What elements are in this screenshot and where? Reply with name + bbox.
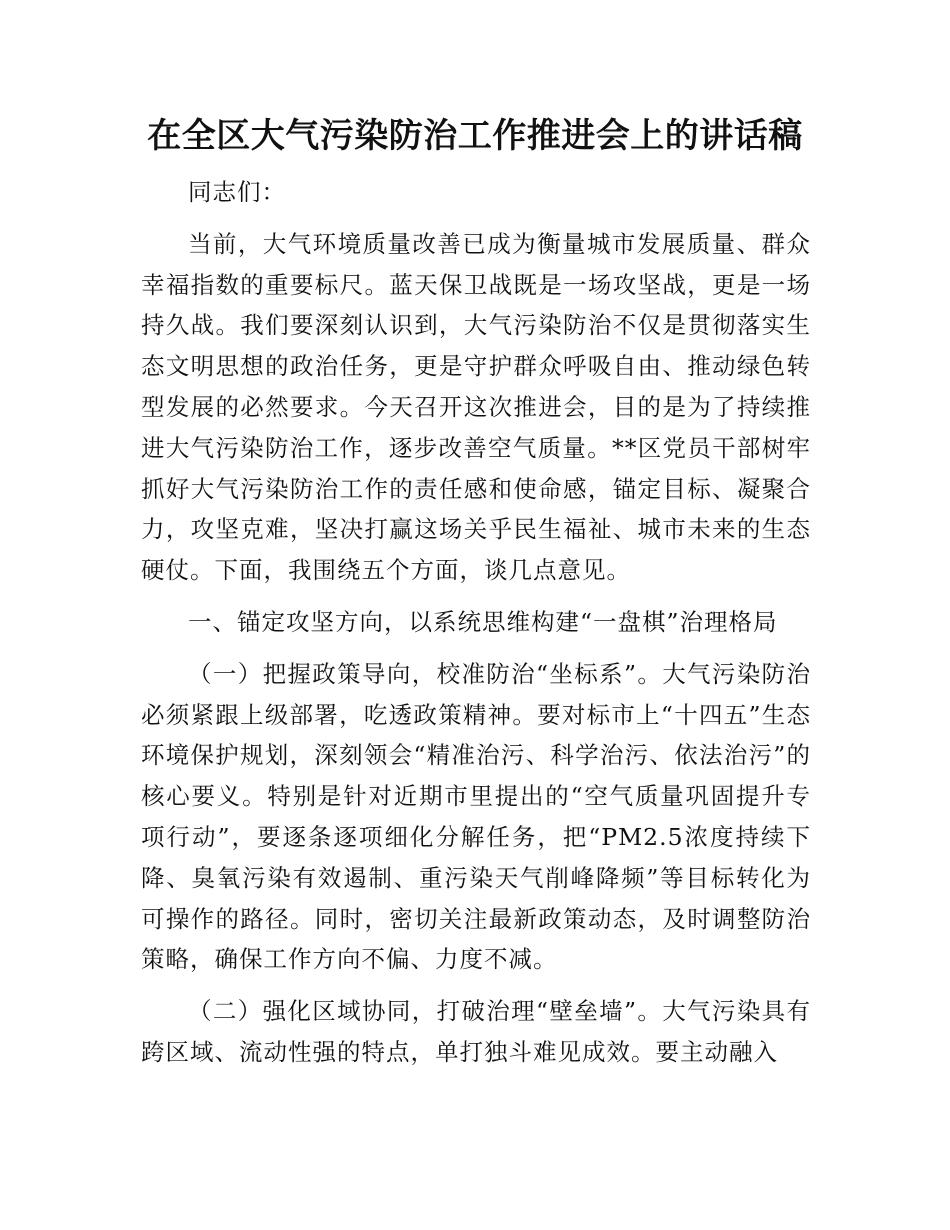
salutation: 同志们： — [188, 178, 286, 206]
document-body — [141, 172, 811, 1084]
document-title: 在全区大气污染防治工作推进会上的讲话稿 — [147, 116, 803, 156]
paragraph-policy-guidance: （一）把握政策导向，校准防治“坐标系”。大气污染防治必须紧跟上级部署，吃透政策精神。要对标市上“十四五”生态环境保护规划，深刻领会“精准治污、科学治污、依法治污”的核心要义。特别是针对近期市里提出的“空气质量巩固提升专项行动”，要逐条逐项细化分解任务，把“PM2.5浓度持续下降、臭氧污染有效遏制、重污染天气削峰降频”等目标转化为可操作的路径。同时，密切关注最新政策动态，及时调整防治策略，确保工作方向不偏、力度不减。 — [141, 659, 811, 974]
section-heading-1: 一、锚定攻坚方向，以系统思维构建“一盘棋”治理格局 — [188, 607, 778, 636]
paragraph-intro: 当前，大气环境质量改善已成为衡量城市发展质量、群众幸福指数的重要标尺。蓝天保卫战既是一场攻坚战，更是一场持久战。我们要深刻认识到，大气污染防治不仅是贯彻落实生态文明思想的政治任务，更是守护群众呼吸自由、推动绿色转型发展的必然要求。今天召开这次推进会，目的是为了持续推进大气污染防治工作，逐步改善空气质量。**区党员干部树牢抓好大气污染防治工作的责任感和使命感，锚定目标、凝聚合力，攻坚克难，坚决打赢这场关乎民生福祉、城市未来的生态硬仗。下面，我围绕五个方面，谈几点意见。 — [141, 229, 811, 585]
paragraph-regional-coordination: （二）强化区域协同，打破治理“壁垒墙”。大气污染具有跨区域、流动性强的特点，单打独斗难见成效。要主动融入 — [141, 997, 811, 1066]
